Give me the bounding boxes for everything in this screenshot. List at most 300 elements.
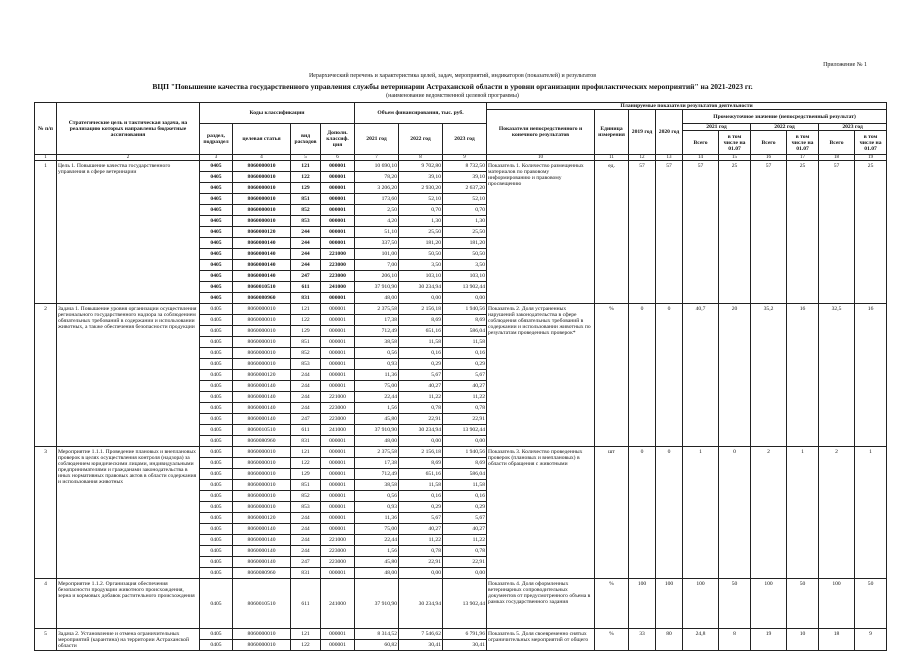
finance-cell: 30 234,94 <box>399 425 443 436</box>
code-cell: 8060000010 <box>233 183 291 194</box>
finance-cell: 2 375,58 <box>355 304 399 315</box>
col-2019: 2019 год <box>629 110 656 155</box>
finance-cell: 8,69 <box>399 315 443 326</box>
finance-cell: 11,58 <box>443 337 487 348</box>
finance-cell: 17,38 <box>355 315 399 326</box>
code-cell: 000001 <box>321 194 355 205</box>
code-cell: 244 <box>291 524 321 535</box>
col-interim: Промежуточное значение (непосредственный результат) <box>683 110 887 124</box>
indicator-value: 2 <box>751 447 787 579</box>
finance-cell: 6 791,96 <box>443 629 487 640</box>
code-cell: 0405 <box>200 260 233 271</box>
indicator-value: 40,7 <box>683 304 719 447</box>
goal-text: Мероприятие 1.1.2. Организация обеспечения безопасности продукции животного происхождения, зерна и кормовых добавок растительного происхождения <box>57 579 200 629</box>
col-finance: Объем финансирования, тыс. руб. <box>355 103 487 124</box>
finance-cell: 8,69 <box>443 315 487 326</box>
finance-cell: 30 234,94 <box>399 282 443 293</box>
code-cell: 8060000120 <box>233 370 291 381</box>
code-cell: 8060000010 <box>233 480 291 491</box>
goal-text: Задача 1. Повышение уровня организации осуществления регионального государственного надзора за соблюдением обязательных требований в содержании и использовании животных, а также обеспечения безопасности продукции <box>57 304 200 447</box>
code-cell: 0405 <box>200 640 233 651</box>
code-cell: 8060000140 <box>233 238 291 249</box>
finance-cell: 75,00 <box>355 381 399 392</box>
code-cell: 611 <box>291 282 321 293</box>
indicator-value: 25 <box>787 161 819 304</box>
code-cell: 121 <box>291 447 321 458</box>
finance-cell: 1,56 <box>355 546 399 557</box>
finance-cell: 40,27 <box>399 381 443 392</box>
program-table <box>34 102 887 651</box>
col-int-2022: 2022 год <box>751 124 819 131</box>
col-indicators: Показатели непосредственного и конечного результатов <box>487 110 595 155</box>
code-cell: 8060010510 <box>233 425 291 436</box>
code-cell: 244 <box>291 381 321 392</box>
indicator-value: 33 <box>629 629 656 651</box>
col-total-2022: Всего <box>751 131 787 155</box>
code-cell: 000001 <box>321 227 355 238</box>
code-cell: 852 <box>291 491 321 502</box>
finance-cell: 103,10 <box>399 271 443 282</box>
finance-cell: 10 690,10 <box>355 161 399 172</box>
code-cell: 244 <box>291 249 321 260</box>
code-cell: 0405 <box>200 629 233 640</box>
column-number: 13 <box>656 155 683 161</box>
col-goal: Стратегические цель и тактическая задача, на реализацию которых направлены бюджетные ассигнования <box>57 103 200 155</box>
finance-cell: 30,41 <box>443 640 487 651</box>
code-cell: 0405 <box>200 271 233 282</box>
col-planned: Планируемые показатели результатов деятельности <box>487 103 887 110</box>
finance-cell: 0,16 <box>443 348 487 359</box>
indicator-value: 1 <box>787 447 819 579</box>
table-row <box>35 161 887 172</box>
code-cell: 852 <box>291 205 321 216</box>
code-cell: 8060000010 <box>233 326 291 337</box>
code-cell: 8060000140 <box>233 557 291 568</box>
code-cell: 8060080960 <box>233 293 291 304</box>
finance-cell: 38,58 <box>355 480 399 491</box>
code-cell: 221000 <box>321 392 355 403</box>
finance-cell: 651,16 <box>399 469 443 480</box>
code-cell: 000001 <box>321 640 355 651</box>
finance-cell: 4,20 <box>355 216 399 227</box>
code-cell: 8060000140 <box>233 271 291 282</box>
indicator-value: 2 <box>819 447 855 579</box>
code-cell: 8060000010 <box>233 447 291 458</box>
code-cell: 8060000010 <box>233 491 291 502</box>
indicator-text: Показатель 3. Количество проведенных проверок (плановых и внеплановых) в области обращения с животными <box>487 447 595 579</box>
finance-cell: 5,67 <box>443 370 487 381</box>
indicator-value: 0 <box>629 447 656 579</box>
finance-cell: 1,30 <box>399 216 443 227</box>
code-cell: 247 <box>291 557 321 568</box>
code-cell: 8060080960 <box>233 568 291 579</box>
column-number: 15 <box>719 155 751 161</box>
code-cell: 0405 <box>200 403 233 414</box>
column-number: 3 <box>200 155 233 161</box>
finance-cell: 60,82 <box>355 640 399 651</box>
indicator-value: 57 <box>656 161 683 304</box>
col-unit: Единица измерения <box>595 110 629 155</box>
document-title: ВЦП "Повышение качества государственного управления службы ветеринарии Астраханской области в уровни организации профилактических мероприятий" на 2021-2023 гг. <box>152 82 753 91</box>
col-razdel: раздел, подраздел <box>200 124 233 155</box>
code-cell: 8060000010 <box>233 348 291 359</box>
code-cell: 831 <box>291 568 321 579</box>
finance-cell: 51,10 <box>355 227 399 238</box>
row-number: 3 <box>35 447 57 579</box>
code-cell: 000001 <box>321 238 355 249</box>
finance-cell: 0,29 <box>399 502 443 513</box>
finance-cell: 2,50 <box>355 205 399 216</box>
code-cell: 0405 <box>200 381 233 392</box>
indicator-value: 9 <box>855 629 887 651</box>
code-cell: 223000 <box>321 414 355 425</box>
code-cell: 0405 <box>200 194 233 205</box>
finance-cell: 2 637,20 <box>443 183 487 194</box>
indicator-value: 0 <box>656 304 683 447</box>
indicator-value: 25 <box>855 161 887 304</box>
column-number: 9 <box>443 155 487 161</box>
table-header <box>35 103 887 161</box>
indicator-value: 35,2 <box>751 304 787 447</box>
code-cell: 0405 <box>200 491 233 502</box>
code-cell: 000001 <box>321 172 355 183</box>
finance-cell: 586,04 <box>443 469 487 480</box>
code-cell: 000001 <box>321 524 355 535</box>
code-cell: 8060000140 <box>233 381 291 392</box>
indicator-value: 16 <box>855 304 887 447</box>
code-cell: 8060000010 <box>233 161 291 172</box>
finance-cell: 206,10 <box>355 271 399 282</box>
code-cell: 244 <box>291 392 321 403</box>
code-cell: 851 <box>291 480 321 491</box>
finance-cell: 38,58 <box>355 337 399 348</box>
code-cell: 8060010510 <box>233 579 291 629</box>
code-cell: 0405 <box>200 216 233 227</box>
col-fin-2021: 2021 год <box>355 124 399 155</box>
row-number: 5 <box>35 629 57 651</box>
code-cell: 0405 <box>200 337 233 348</box>
code-cell: 122 <box>291 172 321 183</box>
code-cell: 0405 <box>200 425 233 436</box>
indicator-text: Показатель 1. Количество размещенных материалов по правовому информированию и правовому просвещению <box>487 161 595 304</box>
finance-cell: 11,22 <box>399 535 443 546</box>
code-cell: 0405 <box>200 249 233 260</box>
column-number: 18 <box>819 155 855 161</box>
finance-cell: 1 940,56 <box>443 304 487 315</box>
goal-text: Цель 1. Повышение качества государственного управления в сфере ветеринарии <box>57 161 200 304</box>
finance-cell: 181,20 <box>443 238 487 249</box>
finance-cell: 11,36 <box>355 370 399 381</box>
code-cell: 8060000140 <box>233 392 291 403</box>
indicator-value: 57 <box>819 161 855 304</box>
finance-cell: 0,56 <box>355 491 399 502</box>
code-cell: 0405 <box>200 293 233 304</box>
finance-cell: 712,49 <box>355 326 399 337</box>
code-cell: 0405 <box>200 392 233 403</box>
code-cell: 0405 <box>200 513 233 524</box>
code-cell: 241000 <box>321 579 355 629</box>
code-cell: 0405 <box>200 183 233 194</box>
code-cell: 244 <box>291 546 321 557</box>
code-cell: 851 <box>291 194 321 205</box>
finance-cell: 13 902,44 <box>443 425 487 436</box>
code-cell: 223000 <box>321 271 355 282</box>
code-cell: 000001 <box>321 315 355 326</box>
code-cell: 000001 <box>321 161 355 172</box>
code-cell: 244 <box>291 370 321 381</box>
finance-cell: 22,91 <box>443 557 487 568</box>
code-cell: 831 <box>291 293 321 304</box>
goal-text: Задача 2. Установление и отмена ограничительных мероприятий (карантина) на территории Астраханской области <box>57 629 200 651</box>
code-cell: 0405 <box>200 304 233 315</box>
code-cell: 000001 <box>321 370 355 381</box>
code-cell: 0405 <box>200 436 233 447</box>
code-cell: 0405 <box>200 348 233 359</box>
col-incl-2023: в том числе на 01.07 <box>855 131 887 155</box>
finance-cell: 0,00 <box>399 293 443 304</box>
finance-cell: 45,80 <box>355 557 399 568</box>
finance-cell: 0,70 <box>399 205 443 216</box>
finance-cell: 13 902,44 <box>443 282 487 293</box>
indicator-value: 32,5 <box>819 304 855 447</box>
code-cell: 129 <box>291 183 321 194</box>
finance-cell: 11,22 <box>443 392 487 403</box>
finance-cell: 2 156,18 <box>399 304 443 315</box>
code-cell: 000001 <box>321 469 355 480</box>
indicator-value: 80 <box>656 629 683 651</box>
finance-cell: 8,69 <box>443 458 487 469</box>
code-cell: 8060000010 <box>233 359 291 370</box>
col-total-2023: Всего <box>819 131 855 155</box>
document-subtitle: Иерархический перечень и характеристика целей, задач, мероприятий, индикаторов (показателей) и результатов <box>308 73 597 79</box>
code-cell: 000001 <box>321 480 355 491</box>
code-cell: 8060000010 <box>233 304 291 315</box>
code-cell: 000001 <box>321 326 355 337</box>
col-incl-2021: в том числе на 01.07 <box>719 131 751 155</box>
code-cell: 0405 <box>200 359 233 370</box>
finance-cell: 0,70 <box>443 205 487 216</box>
finance-cell: 22,44 <box>355 535 399 546</box>
indicator-value: 50 <box>719 579 751 629</box>
unit-cell: ед. <box>595 161 629 304</box>
finance-cell: 40,27 <box>443 381 487 392</box>
finance-cell: 50,50 <box>443 249 487 260</box>
finance-cell: 2 375,58 <box>355 447 399 458</box>
finance-cell: 2 930,20 <box>399 183 443 194</box>
finance-cell: 39,10 <box>399 172 443 183</box>
code-cell: 000001 <box>321 502 355 513</box>
finance-cell: 22,44 <box>355 392 399 403</box>
finance-cell: 25,50 <box>443 227 487 238</box>
finance-cell: 11,58 <box>443 480 487 491</box>
code-cell: 122 <box>291 315 321 326</box>
code-cell: 000001 <box>321 337 355 348</box>
column-number: 5 <box>291 155 321 161</box>
code-cell: 8060000010 <box>233 629 291 640</box>
finance-cell: 22,91 <box>443 414 487 425</box>
finance-cell: 0,16 <box>443 491 487 502</box>
finance-cell: 0,00 <box>443 568 487 579</box>
code-cell: 611 <box>291 425 321 436</box>
indicator-value: 100 <box>683 579 719 629</box>
finance-cell: 0,00 <box>399 436 443 447</box>
column-number: 6 <box>321 155 355 161</box>
code-cell: 129 <box>291 326 321 337</box>
code-cell: 8060000120 <box>233 227 291 238</box>
unit-cell: % <box>595 579 629 629</box>
finance-cell: 0,29 <box>443 502 487 513</box>
finance-cell: 11,36 <box>355 513 399 524</box>
code-cell: 8060000140 <box>233 249 291 260</box>
code-cell: 851 <box>291 337 321 348</box>
finance-cell: 0,29 <box>443 359 487 370</box>
code-cell: 000001 <box>321 458 355 469</box>
unit-cell: шт <box>595 447 629 579</box>
finance-cell: 5,67 <box>399 370 443 381</box>
indicator-value: 57 <box>629 161 656 304</box>
column-number: 16 <box>751 155 787 161</box>
col-int-2021: 2021 год <box>683 124 751 131</box>
code-cell: 0405 <box>200 535 233 546</box>
indicator-value: 1 <box>855 447 887 579</box>
col-2020: 2020 год <box>656 110 683 155</box>
code-cell: 244 <box>291 238 321 249</box>
row-number: 4 <box>35 579 57 629</box>
indicator-value: 100 <box>629 579 656 629</box>
column-number: 8 <box>399 155 443 161</box>
finance-cell: 0,16 <box>399 348 443 359</box>
indicator-value: 10 <box>787 629 819 651</box>
code-cell: 247 <box>291 271 321 282</box>
finance-cell: 52,10 <box>399 194 443 205</box>
code-cell: 000001 <box>321 359 355 370</box>
code-cell: 223000 <box>321 403 355 414</box>
unit-cell: % <box>595 304 629 447</box>
code-cell: 221000 <box>321 249 355 260</box>
code-cell: 8060000140 <box>233 535 291 546</box>
column-number: 4 <box>233 155 291 161</box>
finance-cell: 5,67 <box>443 513 487 524</box>
code-cell: 0405 <box>200 205 233 216</box>
finance-cell: 337,50 <box>355 238 399 249</box>
code-cell: 000001 <box>321 513 355 524</box>
finance-cell: 1,30 <box>443 216 487 227</box>
code-cell: 244 <box>291 227 321 238</box>
finance-cell: 45,80 <box>355 414 399 425</box>
code-cell: 8060000010 <box>233 502 291 513</box>
finance-cell: 37 910,90 <box>355 579 399 629</box>
code-cell: 853 <box>291 216 321 227</box>
code-cell: 000001 <box>321 381 355 392</box>
code-cell: 8060000140 <box>233 524 291 535</box>
appendix-label: Приложение № 1 <box>823 62 867 68</box>
finance-cell: 651,16 <box>399 326 443 337</box>
finance-cell: 52,10 <box>443 194 487 205</box>
indicator-value: 0 <box>656 447 683 579</box>
code-cell: 8060000010 <box>233 337 291 348</box>
code-cell: 000001 <box>321 216 355 227</box>
code-cell: 8060010510 <box>233 282 291 293</box>
finance-cell: 50,50 <box>399 249 443 260</box>
code-cell: 244 <box>291 403 321 414</box>
code-cell: 000001 <box>321 491 355 502</box>
code-cell: 247 <box>291 414 321 425</box>
indicator-value: 57 <box>683 161 719 304</box>
code-cell: 129 <box>291 469 321 480</box>
code-cell: 0405 <box>200 414 233 425</box>
finance-cell: 8,69 <box>399 458 443 469</box>
finance-cell: 1,56 <box>355 403 399 414</box>
code-cell: 241000 <box>321 425 355 436</box>
code-cell: 122 <box>291 458 321 469</box>
code-cell: 121 <box>291 304 321 315</box>
col-incl-2022: в том числе на 01.07 <box>787 131 819 155</box>
finance-cell: 0,78 <box>399 403 443 414</box>
finance-cell: 22,91 <box>399 557 443 568</box>
code-cell: 8060000010 <box>233 205 291 216</box>
code-cell: 611 <box>291 579 321 629</box>
code-cell: 0405 <box>200 227 233 238</box>
indicator-value: 0 <box>719 447 751 579</box>
finance-cell: 40,27 <box>443 524 487 535</box>
column-number: 7 <box>355 155 399 161</box>
finance-cell: 30,41 <box>399 640 443 651</box>
indicator-text: Показатель 5. Доля своевременно снятых ограничительных мероприятий от общего <box>487 629 595 651</box>
indicator-value: 50 <box>787 579 819 629</box>
code-cell: 0405 <box>200 238 233 249</box>
col-dop: Дополн. классиф. ция <box>321 124 355 155</box>
code-cell: 000001 <box>321 348 355 359</box>
code-cell: 0405 <box>200 480 233 491</box>
code-cell: 000001 <box>321 304 355 315</box>
col-statya: целевая статья <box>233 124 291 155</box>
code-cell: 000001 <box>321 205 355 216</box>
table-body <box>35 161 887 651</box>
finance-cell: 17,38 <box>355 458 399 469</box>
code-cell: 000001 <box>321 183 355 194</box>
finance-cell: 712,49 <box>355 469 399 480</box>
finance-cell: 48,00 <box>355 568 399 579</box>
finance-cell: 11,58 <box>399 337 443 348</box>
code-cell: 8060080960 <box>233 436 291 447</box>
finance-cell: 48,00 <box>355 436 399 447</box>
code-cell: 8060000010 <box>233 172 291 183</box>
finance-cell: 3,50 <box>443 260 487 271</box>
code-cell: 8060000010 <box>233 315 291 326</box>
code-cell: 244 <box>291 260 321 271</box>
finance-cell: 173,60 <box>355 194 399 205</box>
finance-cell: 0,16 <box>399 491 443 502</box>
row-number: 1 <box>35 161 57 304</box>
code-cell: 8060000010 <box>233 458 291 469</box>
indicator-value: 18 <box>819 629 855 651</box>
code-cell: 0405 <box>200 447 233 458</box>
col-fin-2022: 2022 год <box>399 124 443 155</box>
column-number: 17 <box>787 155 819 161</box>
finance-cell: 7 546,62 <box>399 629 443 640</box>
indicator-value: 25 <box>719 161 751 304</box>
code-cell: 000001 <box>321 629 355 640</box>
finance-cell: 11,58 <box>399 480 443 491</box>
indicator-value: 20 <box>719 304 751 447</box>
code-cell: 000001 <box>321 436 355 447</box>
code-cell: 223000 <box>321 546 355 557</box>
indicator-value: 100 <box>656 579 683 629</box>
col-fin-2023: 2023 год <box>443 124 487 155</box>
indicator-value: 0 <box>629 304 656 447</box>
indicator-value: 50 <box>855 579 887 629</box>
finance-cell: 0,78 <box>399 546 443 557</box>
